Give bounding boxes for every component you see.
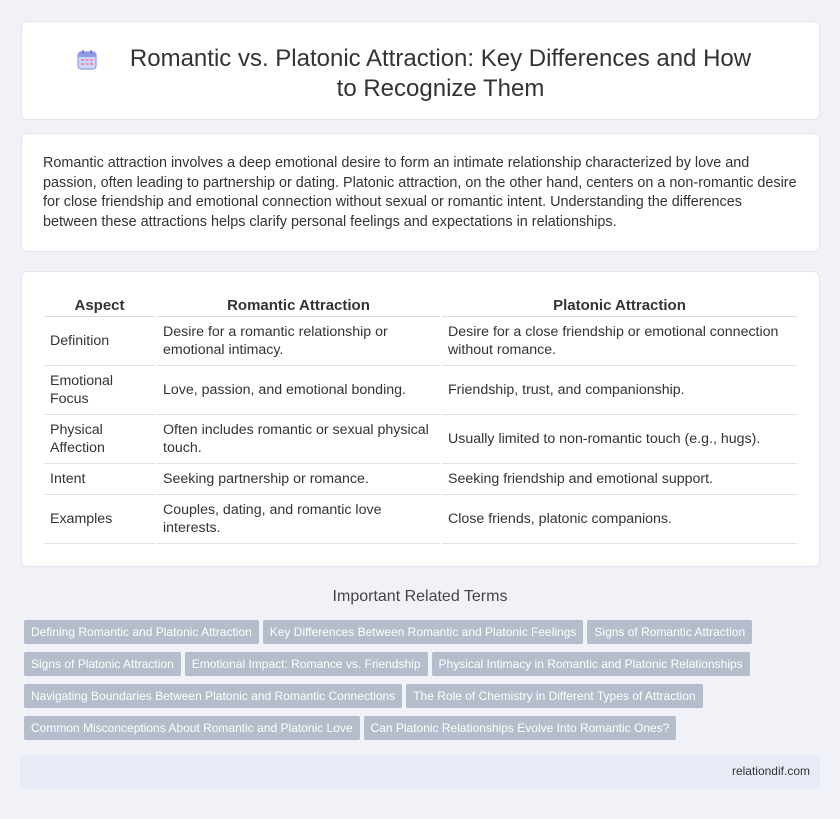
table-cell-romantic: Often includes romantic or sexual physical touch. [157, 415, 440, 464]
table-cell-platonic: Close friends, platonic companions. [442, 495, 797, 544]
intro-paragraph: Romantic attraction involves a deep emotional desire to form an intimate relationship characterized by love and passion, often leading to partnership or dating. Platonic attraction, on the other hand, centers on a non-romantic desire for close friendship and emotional connection without sexual or romantic intent. Understanding the differences between these attractions helps clarify personal feelings and expectations in relationships. [43, 155, 797, 230]
table-cell-platonic: Seeking friendship and emotional support. [442, 464, 797, 495]
column-header-romantic: Romantic Attraction [157, 297, 440, 317]
table-cell-aspect: Emotional Focus [44, 366, 155, 415]
related-term-tag[interactable]: Emotional Impact: Romance vs. Friendship [185, 652, 428, 676]
related-term-tag[interactable]: The Role of Chemistry in Different Types of Attraction [406, 684, 702, 708]
table-cell-aspect: Examples [44, 495, 155, 544]
related-term-tag[interactable]: Physical Intimacy in Romantic and Platonic Relationships [432, 652, 750, 676]
table-cell-aspect: Intent [44, 464, 155, 495]
table-cell-aspect: Physical Affection [44, 415, 155, 464]
related-term-tag[interactable]: Defining Romantic and Platonic Attraction [24, 620, 259, 644]
related-term-tag[interactable]: Key Differences Between Romantic and Platonic Feelings [263, 620, 584, 644]
related-terms-list [24, 620, 784, 748]
title-card [21, 21, 820, 120]
table-row [44, 495, 797, 544]
site-name[interactable]: relationdif.com [731, 764, 810, 778]
table-cell-aspect: Definition [44, 317, 155, 366]
comparison-table [42, 297, 799, 544]
table-cell-platonic: Friendship, trust, and companionship. [442, 366, 797, 415]
table-row [44, 317, 797, 366]
page-title: Romantic vs. Platonic Attraction: Key Differences and How to Recognize Them [129, 45, 752, 102]
table-cell-romantic: Love, passion, and emotional bonding. [157, 366, 440, 415]
column-header-aspect: Aspect [44, 297, 155, 317]
related-term-tag[interactable]: Navigating Boundaries Between Platonic and Romantic Connections [24, 684, 402, 708]
intro-card [21, 133, 820, 252]
table-cell-romantic: Desire for a romantic relationship or emotional intimacy. [157, 317, 440, 366]
column-header-platonic: Platonic Attraction [442, 297, 797, 317]
table-row [44, 464, 797, 495]
related-term-tag[interactable]: Signs of Platonic Attraction [24, 652, 181, 676]
comparison-card [21, 271, 820, 567]
related-term-tag[interactable]: Signs of Romantic Attraction [587, 620, 752, 644]
related-terms-heading: Important Related Terms [332, 588, 508, 605]
table-cell-romantic: Couples, dating, and romantic love interests. [157, 495, 440, 544]
table-header-row [44, 297, 797, 317]
table-cell-romantic: Seeking partnership or romance. [157, 464, 440, 495]
table-row [44, 415, 797, 464]
footer-bar [20, 755, 820, 789]
related-term-tag[interactable]: Common Misconceptions About Romantic and Platonic Love [24, 716, 360, 740]
table-row [44, 366, 797, 415]
table-cell-platonic: Desire for a close friendship or emotional connection without romance. [442, 317, 797, 366]
table-cell-platonic: Usually limited to non-romantic touch (e.g., hugs). [442, 415, 797, 464]
related-term-tag[interactable]: Can Platonic Relationships Evolve Into Romantic Ones? [364, 716, 677, 740]
